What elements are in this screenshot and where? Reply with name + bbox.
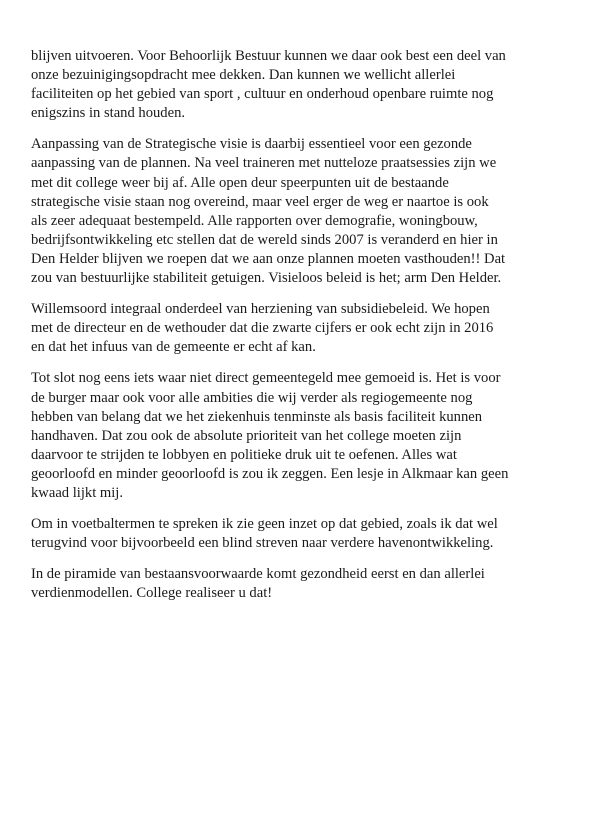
text-line: met dit college weer bij af. Alle open deur speerpunten uit de bestaande: [31, 174, 449, 191]
text-line: verdienmodellen. College realiseer u dat!: [31, 585, 273, 602]
text-line: zou van bestuurlijke stabiliteit getuigen. Visieloos beleid is het; arm Den Helder.: [31, 270, 502, 287]
text-line: geoorloofd en minder geoorloofd is zou ik zeggen. Een lesje in Alkmaar kan geen: [31, 465, 509, 482]
text-line: terugvind voor bijvoorbeeld een blind streven naar verdere havenontwikkeling.: [31, 535, 494, 552]
paragraph-3: [31, 300, 566, 357]
text-line: Om in voetbaltermen te spreken ik zie geen inzet op dat gebied, zoals ik dat wel: [31, 516, 498, 533]
text-line: aanpassing van de plannen. Na veel traineren met nutteloze praatsessies zijn we: [31, 155, 497, 172]
text-line: de burger maar ook voor alle ambities die wij verder als regiogemeente nog: [31, 389, 473, 406]
text-line: kwaad lijkt mij.: [31, 484, 124, 501]
text-line: Aanpassing van de Strategische visie is daarbij essentieel voor een gezonde: [31, 136, 472, 153]
text-line: met de directeur en de wethouder dat die zwarte cijfers er ook echt zijn in 2016: [31, 320, 494, 337]
text-line: hebben van belang dat we het ziekenhuis tenminste als basis faciliteit kunnen: [31, 408, 483, 425]
text-line: handhaven. Dat zou ook de absolute prioriteit van het college moeten zijn: [31, 427, 462, 444]
text-line: en dat het infuus van de gemeente er echt af kan.: [31, 339, 316, 356]
text-line: bedrijfsontwikkeling etc stellen dat de wereld sinds 2007 is veranderd en hier in: [31, 231, 498, 248]
text-line: strategische visie staan nog overeind, maar veel erger de weg er naartoe is ook: [31, 193, 489, 210]
text-line: Den Helder blijven we roepen dat we aan onze plannen moeten vasthouden!! Dat: [31, 250, 506, 267]
text-line: daarvoor te strijden te lobbyen en politieke druk uit te oefenen. Alles wat: [31, 446, 457, 463]
paragraph-4: [31, 369, 566, 503]
text-line: faciliteiten op het gebied van sport , cultuur en onderhoud openbare ruimte nog: [31, 86, 494, 103]
text-line: blijven uitvoeren. Voor Behoorlijk Bestuur kunnen we daar ook best een deel van: [31, 48, 506, 64]
text-line: Willemsoord integraal onderdeel van herziening van subsidiebeleid. We hopen: [31, 301, 490, 318]
text-line: enigszins in stand houden.: [31, 105, 186, 122]
paragraph-6: [31, 565, 566, 603]
text-line: als zeer adequaat bestempeld. Alle rapporten over demografie, woningbouw,: [31, 212, 478, 229]
paragraph-2: [31, 135, 566, 288]
text-line: onze bezuinigingsopdracht mee dekken. Dan kunnen we wellicht allerlei: [31, 67, 456, 84]
paragraph-1: [31, 47, 566, 123]
document-body: [31, 47, 566, 615]
text-line: In de piramide van bestaansvoorwaarde komt gezondheid eerst en dan allerlei: [31, 566, 485, 583]
paragraph-5: [31, 515, 566, 553]
text-line: Tot slot nog eens iets waar niet direct gemeentegeld mee gemoeid is. Het is voor: [31, 370, 501, 387]
